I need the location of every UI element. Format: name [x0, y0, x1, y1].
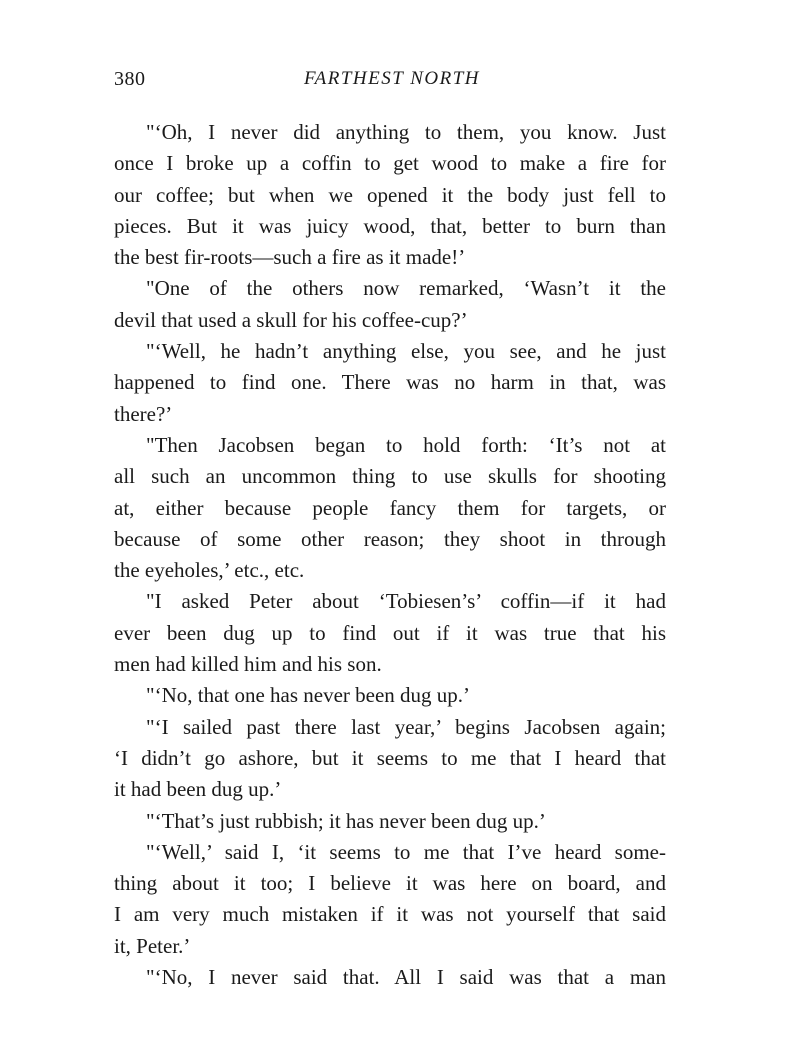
text-line: our coffee; but when we opened it the body just fell to — [114, 182, 666, 207]
text-line: I am very much mistaken if it was not yourself that said — [114, 902, 666, 927]
text-line: "Then Jacobsen began to hold forth: ‘It’s not at — [146, 432, 666, 457]
text-line: the eyeholes,’ etc., etc. — [114, 558, 305, 583]
text-line: "‘I sailed past there last year,’ begins Jacobsen again; — [146, 714, 666, 739]
text-line: it had been dug up.’ — [114, 777, 282, 802]
text-line: once I broke up a coffin to get wood to make a fire for — [114, 151, 666, 176]
text-line: "‘Well, he hadn’t anything else, you see, and he just — [146, 339, 666, 364]
text-line: because of some other reason; they shoot in through — [114, 526, 666, 551]
text-line: all such an uncommon thing to use skulls for shooting — [114, 464, 666, 489]
text-line: "One of the others now remarked, ‘Wasn’t it the — [146, 276, 666, 301]
text-line: happened to find one. There was no harm in that, was — [114, 370, 666, 395]
text-line: pieces. But it was juicy wood, that, better to burn than — [114, 213, 666, 238]
text-line: it, Peter.’ — [114, 933, 191, 958]
text-line: "‘That’s just rubbish; it has never been dug up.’ — [146, 808, 546, 833]
text-line: there?’ — [114, 401, 173, 426]
text-line: ever been dug up to find out if it was true that his — [114, 620, 666, 645]
text-line: at, either because people fancy them for targets, or — [114, 495, 666, 520]
text-line: thing about it too; I believe it was here on board, and — [114, 871, 666, 896]
text-line: the best fir-roots—such a fire as it made!’ — [114, 245, 466, 270]
text-line: devil that used a skull for his coffee-cup?’ — [114, 307, 468, 332]
text-line: "‘Oh, I never did anything to them, you know. Just — [146, 120, 666, 144]
text-line: men had killed him and his son. — [114, 652, 382, 677]
text-line: "‘Well,’ said I, ‘it seems to me that I’ve heard some- — [146, 839, 666, 864]
page-number: 380 — [114, 68, 146, 90]
text-line: "I asked Peter about ‘Tobiesen’s’ coffin—if it had — [146, 589, 666, 614]
text-line: "‘No, that one has never been dug up.’ — [146, 683, 471, 708]
running-head — [114, 68, 670, 98]
body-text — [114, 117, 666, 993]
running-title: FARTHEST NORTH — [303, 68, 481, 89]
text-line: "‘No, I never said that. All I said was that a man — [146, 965, 666, 990]
text-line: ‘I didn’t go ashore, but it seems to me that I heard that — [114, 745, 666, 770]
